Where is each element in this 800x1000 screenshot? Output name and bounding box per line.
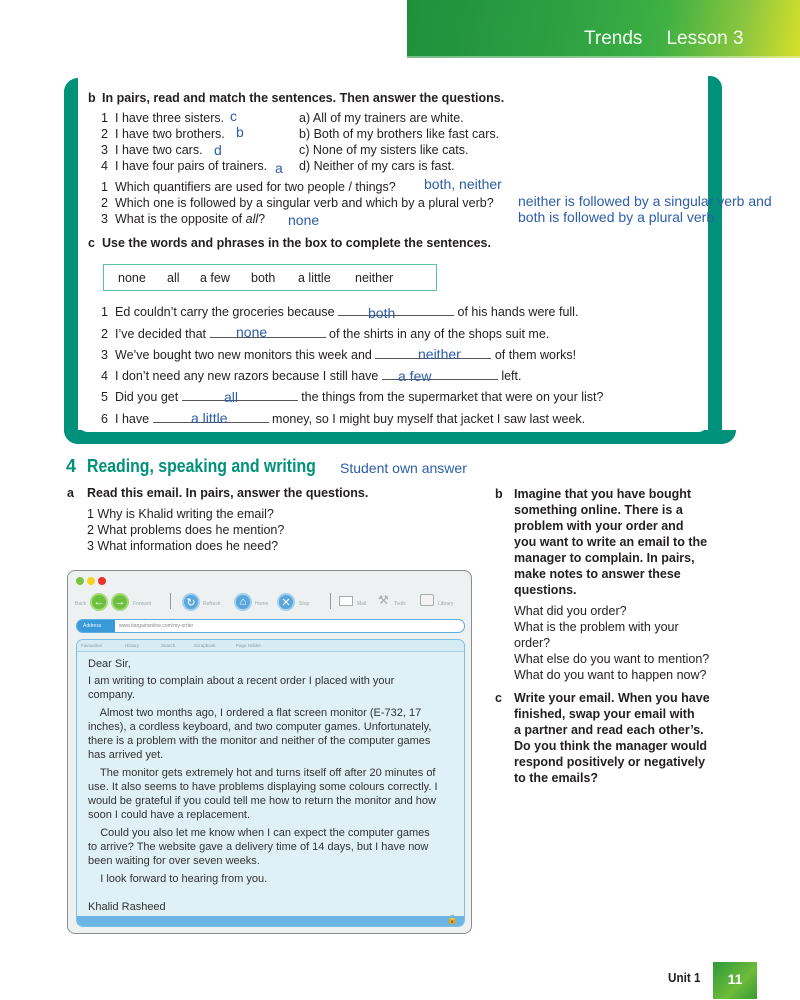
part-b-line-5: manager to complain. In pairs, [514, 551, 695, 565]
email-line: has arrived yet. [88, 749, 164, 761]
section-number: 4 [66, 456, 77, 476]
section-answer-note: Student own answer [340, 460, 467, 476]
part-a-question-1: 1 Why is Khalid writing the email? [87, 507, 274, 521]
word-both: both [251, 271, 276, 285]
sentence-2: 2 I have two brothers. [101, 127, 225, 141]
question-1: 1 Which quantifiers are used for two people / things? [101, 180, 396, 194]
unit-label: Unit 1 [668, 970, 701, 985]
back-label: Back [75, 601, 87, 607]
sentence-4: 4 I have four pairs of trainers. [101, 159, 268, 173]
fill-sentence-4: 4 I don’t need any new razors because I still have left. [101, 369, 522, 383]
frame-border-bottom [64, 430, 736, 444]
email-line: been waiting for over seven weeks. [88, 855, 260, 867]
fill-answer-3: neither [418, 346, 461, 362]
fill-sentence-6: 6 I have money, so I might buy myself that jacket I saw last week. [101, 412, 586, 426]
email-line: inches), a cordless keyboard, and two computer games. Unfortunately, [88, 721, 432, 733]
email-pane [76, 639, 465, 927]
part-a-letter: a [67, 486, 74, 500]
part-a-question-3: 3 What information does he need? [87, 539, 279, 553]
email-line: soon I could have a replacement. [88, 809, 251, 821]
address-bar [76, 619, 465, 633]
exercise-b-letter: b [88, 91, 96, 105]
word-a-little: a little [298, 271, 331, 285]
answer-sentence-4: a [275, 160, 283, 176]
exercise-c-instruction: Use the words and phrases in the box to complete the sentences. [102, 236, 491, 250]
part-a-instruction: Read this email. In pairs, answer the questions. [87, 486, 369, 500]
question-3: 3 What is the opposite of all? [101, 212, 266, 226]
stop-label: Stop [299, 601, 310, 607]
answer-question-1: both, neither [424, 176, 502, 192]
fill-answer-4: a few [398, 368, 432, 384]
window-close-dot [98, 577, 106, 585]
browser-tabs [77, 640, 464, 652]
part-c-line-5: respond positively or negatively [514, 755, 706, 769]
answer-question-2-line2: both is followed by a plural verb [518, 209, 715, 225]
part-b-line-2: something online. There is a [514, 503, 683, 517]
answer-sentence-3: d [214, 142, 222, 158]
part-b-question-1: What did you order? [514, 604, 627, 618]
fill-sentence-5: 5 Did you get the things from the supermarket that were on your list? [101, 390, 604, 404]
address-label: Address [77, 620, 115, 632]
fill-sentence-2: 2 I’ve decided that of the shirts in any of the shops suit me. [101, 327, 550, 341]
forward-label: Forward [133, 601, 152, 607]
email-line: company. [88, 689, 135, 701]
email-line: would be grateful if you could tell me how to return the monitor and how [88, 795, 436, 807]
part-b-question-2b: order? [514, 636, 551, 650]
tab-scrapbook: Scrapbook [194, 643, 216, 648]
tab-page-holder: Page Holder [236, 643, 262, 648]
library-label: Library [438, 601, 454, 607]
answer-sentence-1: c [230, 108, 237, 124]
forward-arrow-icon: → [111, 593, 129, 611]
email-line: use. It also seems to have problems displaying some colours correctly. I [88, 781, 438, 793]
tab-history: History [125, 643, 140, 648]
library-icon [420, 594, 434, 606]
refresh-label: Refresh [203, 601, 221, 607]
tools-label: Tools [394, 601, 406, 607]
stop-icon: ✕ [277, 593, 295, 611]
email-line: Could you also let me know when I can expect the computer games [88, 827, 430, 839]
address-url: www.bargainonline.com/my-order [119, 623, 194, 629]
tab-favourites: Favourites [81, 643, 103, 648]
part-b-line-7: questions. [514, 583, 577, 597]
fill-answer-5: all [224, 389, 239, 405]
part-b-line-6: make notes to answer these [514, 567, 681, 581]
window-zoom-dot [87, 577, 95, 585]
back-arrow-icon: ← [90, 593, 108, 611]
lesson-label: Lesson 3 [666, 28, 744, 49]
toolbar-divider [170, 593, 171, 609]
part-b-line-4: you want to write an email to the [514, 535, 708, 549]
part-b-question-4: What do you want to happen now? [514, 668, 707, 682]
browser-window [67, 570, 472, 934]
word-neither: neither [355, 271, 394, 285]
part-c-line-1: Write your email. When you have [514, 691, 710, 705]
exercise-b-instruction: In pairs, read and match the sentences. Then answer the questions. [102, 91, 505, 105]
fill-answer-2: none [236, 324, 268, 340]
match-b: b) Both of my brothers like fast cars. [299, 127, 500, 141]
part-b-question-2: What is the problem with your [514, 620, 679, 634]
tools-icon: ⚒ [378, 593, 389, 607]
part-a-question-2: 2 What problems does he mention? [87, 523, 285, 537]
home-icon: ⌂ [234, 593, 252, 611]
exercise-c-letter: c [88, 236, 95, 250]
email-signature: Khalid Rasheed [88, 901, 166, 913]
part-b-line-1: Imagine that you have bought [514, 487, 692, 501]
refresh-icon: ↻ [182, 593, 200, 611]
email-line: I am writing to complain about a recent order I placed with your [88, 675, 395, 687]
fill-answer-6: a little [191, 410, 228, 426]
window-minimize-dot [76, 577, 84, 585]
match-d: d) Neither of my cars is fast. [299, 159, 455, 173]
question-2: 2 Which one is followed by a singular verb and which by a plural verb? [101, 196, 494, 210]
mail-icon [339, 596, 353, 606]
email-line: The monitor gets extremely hot and turns itself off after 20 minutes of [88, 767, 436, 779]
frame-border-left [64, 78, 78, 444]
sentence-1: 1 I have three sisters. [101, 111, 225, 125]
part-c-line-2: finished, swap your email with [514, 707, 695, 721]
answer-sentence-2: b [236, 124, 244, 140]
email-line: to arrive? The website gave a delivery time of 14 days, but I have now [88, 841, 429, 853]
tab-search: Search [161, 643, 176, 648]
part-c-line-6: to the emails? [514, 771, 599, 785]
word-box [103, 264, 437, 291]
part-c-line-4: Do you think the manager would [514, 739, 708, 753]
part-c-letter: c [495, 691, 502, 705]
sentence-3: 3 I have two cars. [101, 143, 203, 157]
email-greeting: Dear Sir, [88, 658, 131, 670]
page-number: 11 [713, 962, 757, 999]
toolbar-divider-2 [330, 593, 331, 609]
lock-icon: 🔒 [446, 914, 458, 924]
mail-label: Mail [357, 601, 367, 607]
part-b-question-3: What else do you want to mention? [514, 652, 710, 666]
word-none: none [118, 271, 146, 285]
match-a: a) All of my trainers are white. [299, 111, 464, 125]
answer-question-3: none [288, 212, 320, 228]
email-line: I look forward to hearing from you. [88, 873, 268, 885]
match-c: c) None of my sisters like cats. [299, 143, 469, 157]
fill-sentence-1: 1 Ed couldn’t carry the groceries because of his hands were full. [101, 305, 579, 319]
section-title: Reading, speaking and writing [87, 456, 316, 476]
frame-border-right [708, 76, 722, 444]
email-line: there is a problem with the monitor and neither of the computer games [88, 735, 431, 747]
lesson-banner [407, 0, 800, 58]
word-a-few: a few [200, 271, 230, 285]
email-line: Almost two months ago, I ordered a flat screen monitor (E-732, 17 [88, 707, 422, 719]
part-c-line-3: a partner and read each other’s. [514, 723, 704, 737]
fill-sentence-3: 3 We’ve bought two new monitors this week and of them works! [101, 348, 577, 362]
home-label: Home [255, 601, 269, 607]
word-all: all [167, 271, 180, 285]
status-bar [77, 916, 464, 926]
answer-question-2-line1: neither is followed by a singular verb and [518, 193, 772, 209]
part-b-letter: b [495, 487, 503, 501]
unit-topic: Trends [584, 28, 643, 49]
fill-answer-1: both [368, 305, 396, 321]
part-b-line-3: problem with your order and [514, 519, 684, 533]
